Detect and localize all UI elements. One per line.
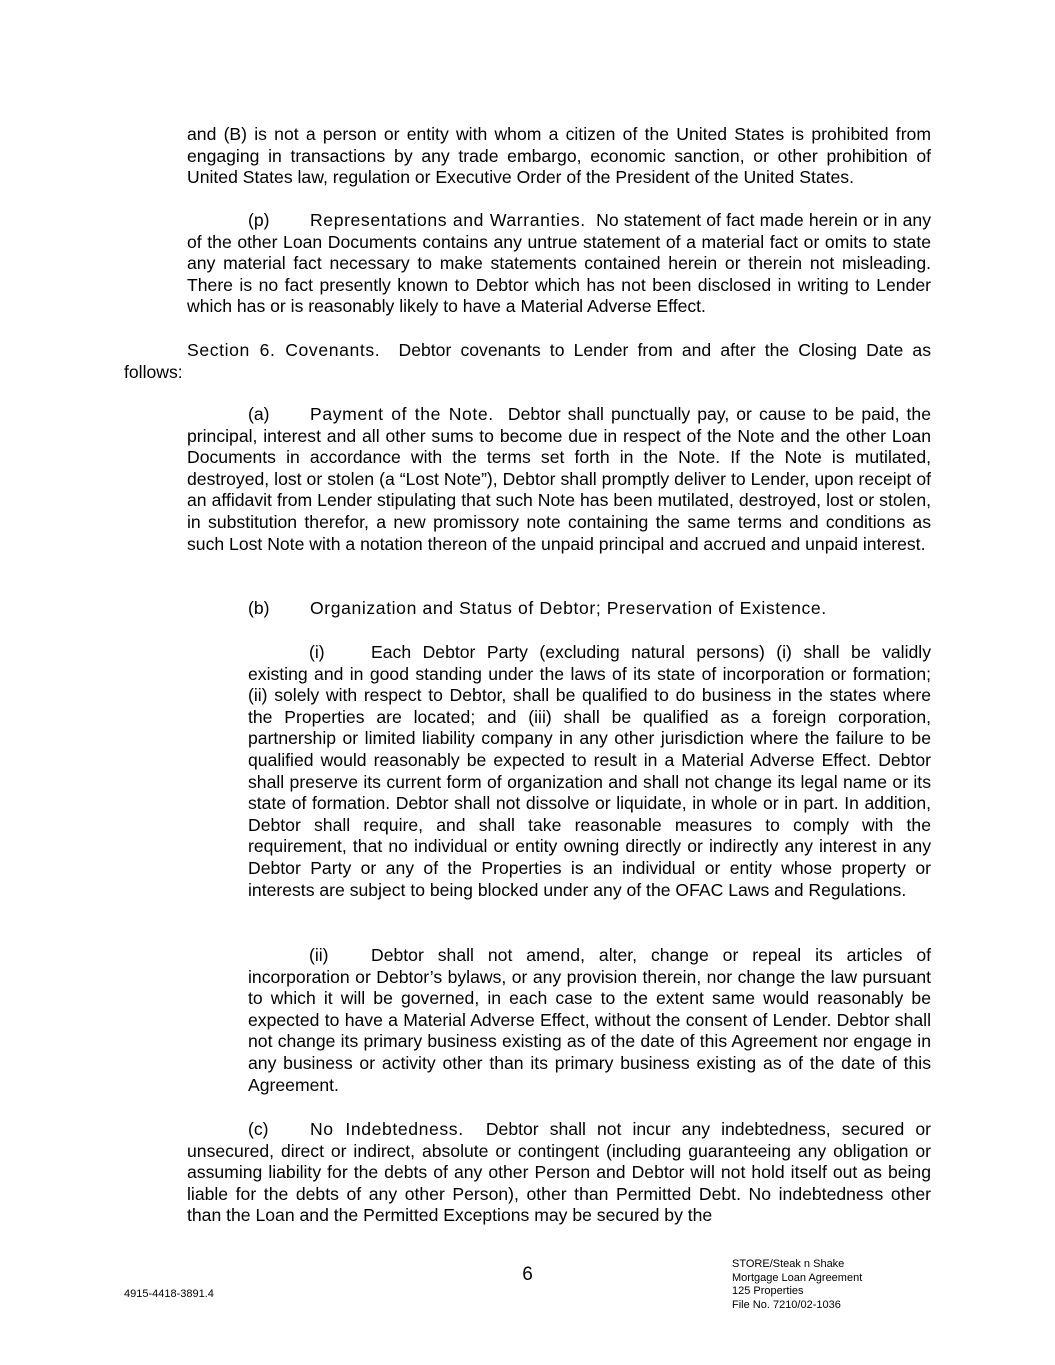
subclause-b-ii [248,945,931,1096]
footer-reference [732,1258,862,1312]
clause-caption: Organization and Status of Debtor; Preservation of Existence. [310,598,827,618]
clause-b [187,598,931,620]
footer-line: 125 Properties [732,1285,804,1297]
section-text: Debtor covenants to Lender from and after the Closing Date as follows: [124,340,931,382]
clause-caption: Representations and Warranties. [310,210,586,230]
subclause-label: (i) [309,642,325,662]
clause-a [187,404,931,555]
section-6 [124,340,931,383]
continuation-text: and (B) is not a person or entity with whom a citizen of the United States is prohibited from engaging in transactions by any trade embargo, economic sanction, or other prohibition of United States law, regulation or Executive Order of the President of the United States. [187,124,931,188]
clause-caption: No Indebtedness. [310,1119,464,1139]
page-number: 6 [522,1264,533,1285]
section-caption: Section 6. Covenants. [187,340,381,360]
footer-line: STORE/Steak n Shake [732,1258,845,1270]
clause-p [187,210,931,318]
clause-label: (p) [248,210,270,230]
clause-label: (b) [248,598,270,618]
continuation-paragraph [187,124,931,189]
footer-line: Mortgage Loan Agreement [732,1271,863,1284]
subclause-label: (ii) [309,945,329,965]
clause-caption: Payment of the Note. [310,404,494,424]
clause-text: No statement of fact made herein or in any of the other Loan Documents contains any untrue statement of a material fact or omits to state any material fact necessary to make statements contained herein or therein not misleading. There is no fact presently known to Debtor which has not been disclosed in writing to Lender which has or is reasonably likely to have a Material Adverse Effect. [187,210,931,317]
footer-line: File No. 7210/02-1036 [732,1298,841,1311]
subclause-text: Debtor shall not amend, alter, change or repeal its articles of incorporation or Debtor’s bylaws, or any provision therein, nor change the law pursuant to which it will be governed, in each case to the extent same would reasonably be expected to have a Material Adverse Effect, without the consent of Lender. Debtor shall not change its primary business existing as of the date of this Agreement nor engage in any business or activity other than its primary business existing as of the date of this Agreement. [248,945,931,1095]
document-id: 4915-4418-3891.4 [124,1288,214,1300]
subclause-text: Each Debtor Party (excluding natural persons) (i) shall be validly existing and in good standing under the laws of its state of incorporation or formation; (ii) solely with respect to Debtor, shall be qualified to do business in the states where the Properties are located; and (iii) shall be qualified as a foreign corporation, partnership or limited liability company in any other jurisdiction where the failure to be qualified would reasonably be expected to result in a Material Adverse Effect. Debtor shall preserve its current form of organization and shall not change its legal name or its state of formation. Debtor shall not dissolve or liquidate, in whole or in part. In addition, Debtor shall require, and shall take reasonable measures to comply with the requirement, that no individual or entity owning directly or indirectly any interest in any Debtor Party or any of the Properties is an individual or entity whose property or interests are subject to being blocked under any of the OFAC Laws and Regulations. [248,642,931,900]
clause-label: (a) [248,404,270,424]
subclause-b-i [248,642,931,901]
clause-label: (c) [248,1119,269,1139]
clause-text: Debtor shall not incur any indebtedness, secured or unsecured, direct or indirect, absolute or contingent (including guaranteeing any obligation or assuming liability for the debts of any other Person and Debtor will not hold itself out as being liable for the debts of any other Person), other than Permitted Debt. No indebtedness other than the Loan and the Permitted Exceptions may be secured by the [187,1119,932,1226]
clause-text: Debtor shall punctually pay, or cause to be paid, the principal, interest and all other sums to become due in respect of the Note and the other Loan Documents in accordance with the terms set forth in the Note. If the Note is mutilated, destroyed, lost or stolen (a “Lost Note”), Debtor shall promptly deliver to Lender, upon receipt of an affidavit from Lender stipulating that such Note has been mutilated, destroyed, lost or stolen, in substitution therefor, a new promissory note containing the same terms and conditions as such Lost Note with a notation thereon of the unpaid principal and accrued and unpaid interest. [187,404,931,554]
clause-c [187,1119,931,1227]
